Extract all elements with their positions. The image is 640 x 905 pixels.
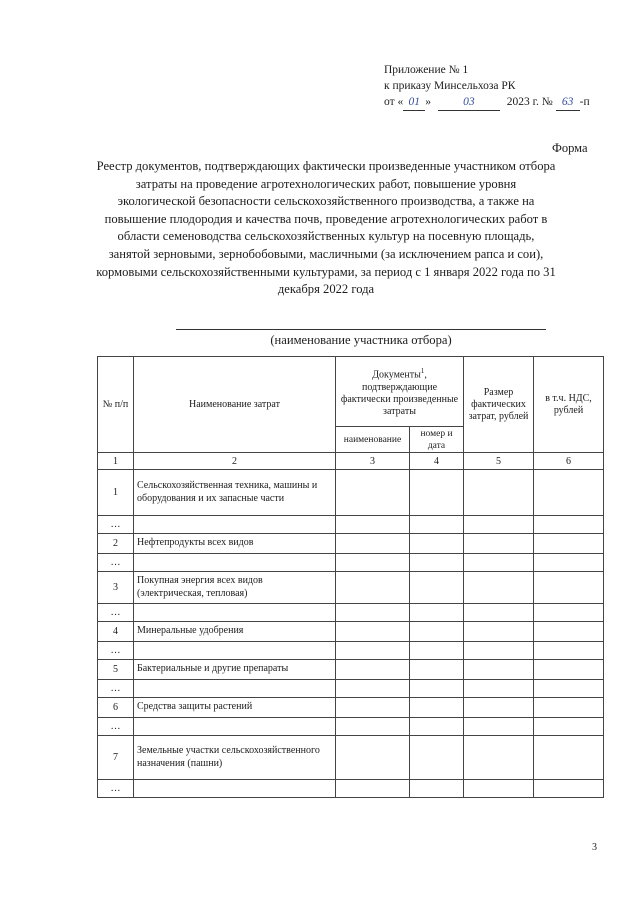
row-cost-size [464,680,534,698]
row-doc-number-date [410,718,464,736]
header-vat: в т.ч. НДС, рублей [534,357,604,453]
row-cost-size [464,604,534,622]
document-title: Реестр документов, подтверждающих фактически произведенные участником отбора затраты на проведение агротехнологических работ, повышение уровня экологической безопасности сельскохозяйственного производства, а также на повышение плодородия и качества почв, проведение агротехнологических работ в области семеноводства сельскохозяйственных культур на посевную площадь, занятой зерновыми, зернобобовыми, масличными (за исключением рапса и сои), кормовыми сельскохозяйственными культурами, за период с 1 января 2022 года по 31 декабря 2022 года [96,159,556,297]
table-row [98,554,604,572]
column-index: 4 [410,453,464,470]
row-number: 5 [98,660,134,680]
table-row [98,718,604,736]
row-cost-size [464,516,534,534]
row-vat [534,642,604,660]
row-doc-name [336,642,410,660]
row-doc-name [336,698,410,718]
appendix-date-mid: » [425,96,431,108]
row-cost-size [464,572,534,604]
table-row [98,736,604,780]
row-number: 7 [98,736,134,780]
row-number: 1 [98,470,134,516]
row-vat [534,516,604,534]
row-cost-name: Минеральные удобрения [134,622,336,642]
row-cost-size [464,642,534,660]
row-cost-name [134,554,336,572]
row-cost-size [464,534,534,554]
row-doc-name [336,780,410,798]
row-vat [534,622,604,642]
column-index: 6 [534,453,604,470]
row-number: … [98,718,134,736]
participant-name-line [176,329,546,330]
header-documents [336,357,464,427]
appendix-day: 01 [403,94,425,111]
row-cost-size [464,718,534,736]
appendix-line-1: Приложение № 1 [384,64,469,76]
row-doc-name [336,554,410,572]
row-vat [534,698,604,718]
row-number: … [98,554,134,572]
participant-caption: (наименование участника отбора) [270,333,452,347]
row-doc-name [336,604,410,622]
row-cost-size [464,554,534,572]
row-number: … [98,780,134,798]
row-cost-name: Средства защиты растений [134,698,336,718]
row-cost-name: Бактериальные и другие препараты [134,660,336,680]
table-row [98,604,604,622]
row-doc-name [336,470,410,516]
row-number: … [98,604,134,622]
row-vat [534,680,604,698]
row-cost-name [134,516,336,534]
column-index-row [98,453,604,470]
column-index: 3 [336,453,410,470]
header-documents-label: Документы [372,369,421,381]
row-doc-number-date [410,642,464,660]
row-doc-number-date [410,554,464,572]
row-doc-name [336,718,410,736]
row-doc-name [336,680,410,698]
row-cost-name: Нефтепродукты всех видов [134,534,336,554]
row-cost-name: Покупная энергия всех видов (электрическая, тепловая) [134,572,336,604]
header-documents-rest: , подтверждающие фактически произведенные затраты [340,369,459,417]
row-doc-number-date [410,698,464,718]
row-doc-number-date [410,516,464,534]
row-number: … [98,680,134,698]
table-row [98,680,604,698]
row-cost-name: Сельскохозяйственная техника, машины и оборудования и их запасные части [134,470,336,516]
appendix-date-prefix: от « [384,96,404,108]
row-cost-size [464,660,534,680]
table-row [98,470,604,516]
form-label: Форма [552,141,588,155]
row-cost-name [134,718,336,736]
table-row [98,660,604,680]
row-number: … [98,642,134,660]
row-cost-size [464,780,534,798]
table-row [98,572,604,604]
table-row [98,534,604,554]
row-doc-number-date [410,680,464,698]
table-row [98,698,604,718]
row-doc-number-date [410,572,464,604]
header-documents-footnote: 1 [420,367,425,376]
row-doc-name [336,736,410,780]
row-vat [534,470,604,516]
row-doc-number-date [410,660,464,680]
row-cost-name: Земельные участки сельскохозяйственного назначения (пашни) [134,736,336,780]
table-body [98,453,604,798]
row-vat [534,534,604,554]
header-doc-number-date: номер и дата [410,427,464,453]
table-row [98,516,604,534]
row-vat [534,780,604,798]
table-row [98,780,604,798]
appendix-year: 2023 г. № [506,96,553,108]
column-index: 1 [98,453,134,470]
row-vat [534,660,604,680]
row-number: 2 [98,534,134,554]
row-cost-name [134,642,336,660]
page-number: 3 [592,842,597,853]
appendix-suffix: -п [579,96,590,108]
costs-register-table [97,356,604,798]
row-vat [534,718,604,736]
table-row [98,642,604,660]
row-number: 6 [98,698,134,718]
appendix-block [384,62,590,111]
header-cost-name: Наименование затрат [134,357,336,453]
row-cost-name [134,680,336,698]
appendix-month: 03 [438,94,500,111]
row-doc-number-date [410,736,464,780]
row-vat [534,554,604,572]
header-cost-size: Размер фактических затрат, рублей [464,357,534,453]
row-doc-name [336,572,410,604]
header-num: № п/п [98,357,134,453]
row-vat [534,604,604,622]
row-doc-number-date [410,780,464,798]
row-doc-number-date [410,622,464,642]
row-cost-size [464,622,534,642]
row-cost-size [464,736,534,780]
appendix-line-3 [384,94,590,111]
appendix-line-2: к приказу Минсельхоза РК [384,80,516,92]
row-doc-name [336,516,410,534]
row-number: 4 [98,622,134,642]
row-vat [534,736,604,780]
row-cost-name [134,780,336,798]
row-doc-number-date [410,604,464,622]
row-cost-name [134,604,336,622]
row-doc-name [336,622,410,642]
header-doc-name: наименование [336,427,410,453]
row-number: 3 [98,572,134,604]
appendix-number: 63 [556,94,580,111]
column-index: 5 [464,453,534,470]
table-row [98,622,604,642]
row-doc-name [336,660,410,680]
row-doc-name [336,534,410,554]
column-index: 2 [134,453,336,470]
row-cost-size [464,470,534,516]
row-doc-number-date [410,470,464,516]
row-vat [534,572,604,604]
row-number: … [98,516,134,534]
row-doc-number-date [410,534,464,554]
row-cost-size [464,698,534,718]
